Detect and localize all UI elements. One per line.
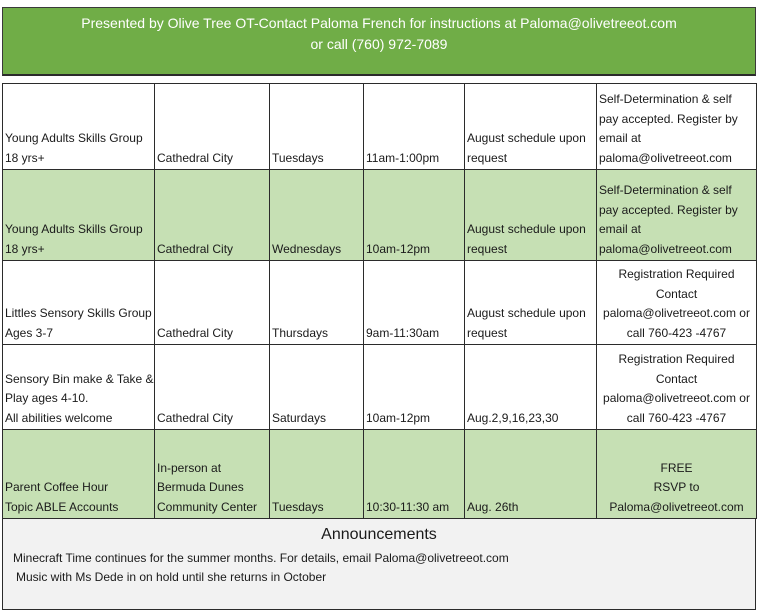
notes-line: pay accepted. Register by — [599, 111, 738, 126]
table-row — [3, 345, 757, 430]
location-cell — [155, 261, 270, 345]
notes-line: Self-Determination & self — [599, 183, 732, 197]
time-cell: 10am-12pm — [364, 345, 465, 430]
group-line: 18 yrs+ — [5, 241, 45, 256]
group-line: Parent Coffee Hour — [5, 480, 109, 494]
location-cell — [155, 170, 270, 261]
notes-line: FREE — [660, 460, 693, 475]
location-cell — [155, 430, 270, 519]
notes-line: RSVP to — [653, 480, 700, 494]
group-line: Ages 3-7 — [5, 325, 54, 340]
location-line: Community Center — [157, 499, 258, 514]
schedule-line: August schedule upon — [467, 306, 586, 320]
notes-line: paloma@olivetreeot.com — [599, 150, 732, 165]
group-line: Topic ABLE Accounts — [5, 499, 119, 514]
location-cell — [155, 84, 270, 170]
schedule-table — [2, 83, 757, 519]
notes-cell — [597, 345, 757, 430]
time-cell: 11am-1:00pm — [364, 84, 465, 170]
location-line: Cathedral City — [157, 150, 234, 165]
table-row — [3, 170, 757, 261]
time-cell: 10:30-11:30 am — [364, 430, 465, 519]
notes-line: call 760-423 -4767 — [626, 325, 727, 340]
notes-line: paloma@olivetreeot.com or — [603, 391, 750, 405]
notes-line: pay accepted. Register by — [599, 202, 738, 217]
table-row — [3, 430, 757, 519]
notes-line: Registration Required — [618, 352, 735, 366]
schedule-line: Aug.2,9,16,23,30 — [467, 410, 559, 425]
group-line: Young Adults Skills Group — [5, 131, 143, 145]
day-cell: Saturdays — [270, 345, 364, 430]
announcements-title: Announcements — [321, 526, 437, 543]
notes-cell — [597, 261, 757, 345]
location-line: Cathedral City — [157, 241, 234, 256]
notes-cell — [597, 430, 757, 519]
notes-line: paloma@olivetreeot.com — [599, 241, 732, 256]
notes-line: email at — [599, 222, 642, 236]
day-cell: Tuesdays — [270, 84, 364, 170]
location-line: In-person at — [157, 460, 222, 475]
schedule-cell — [465, 84, 597, 170]
notes-line: Registration Required — [618, 267, 735, 281]
schedule-line: Aug. 26th — [467, 499, 519, 514]
header-line-1: Presented by Olive Tree OT-Contact Paloma French for instructions at Paloma@olivetreeot.com — [81, 15, 677, 31]
schedule-line: request — [467, 241, 508, 256]
schedule-cell — [465, 430, 597, 519]
header-banner — [2, 7, 756, 76]
schedule-cell — [465, 345, 597, 430]
group-cell — [3, 345, 155, 430]
notes-line: Paloma@olivetreeot.com — [609, 499, 744, 514]
schedule-body — [3, 84, 757, 519]
notes-line: email at — [599, 131, 642, 145]
notes-line: Contact — [655, 371, 698, 386]
notes-cell — [597, 84, 757, 170]
notes-line: Self-Determination & self — [599, 92, 732, 106]
group-line: Play ages 4-10. — [5, 391, 89, 405]
location-line: Cathedral City — [157, 410, 234, 425]
group-line: 18 yrs+ — [5, 150, 45, 165]
notes-cell — [597, 170, 757, 261]
group-cell — [3, 261, 155, 345]
schedule-cell — [465, 170, 597, 261]
announcement-item: Minecraft Time continues for the summer months. For details, email Paloma@olivetreeot.com — [13, 551, 509, 565]
day-cell: Thursdays — [270, 261, 364, 345]
notes-line: paloma@olivetreeot.com or — [603, 306, 750, 320]
header-line-2: or call (760) 972-7089 — [310, 36, 448, 52]
group-cell — [3, 430, 155, 519]
time-cell: 9am-11:30am — [364, 261, 465, 345]
schedule-line: August schedule upon — [467, 222, 586, 236]
location-cell — [155, 345, 270, 430]
group-cell — [3, 84, 155, 170]
table-row — [3, 261, 757, 345]
group-line: All abilities welcome — [5, 410, 113, 425]
location-line: Bermuda Dunes — [157, 480, 244, 494]
notes-line: call 760-423 -4767 — [626, 410, 727, 425]
group-line: Young Adults Skills Group — [5, 222, 143, 236]
time-cell: 10am-12pm — [364, 170, 465, 261]
location-line: Cathedral City — [157, 325, 234, 340]
schedule-line: August schedule upon — [467, 131, 586, 145]
schedule-line: request — [467, 325, 508, 340]
group-line: Sensory Bin make & Take & — [5, 371, 154, 386]
schedule-line: request — [467, 150, 508, 165]
day-cell: Wednesdays — [270, 170, 364, 261]
table-row — [3, 84, 757, 170]
notes-line: Contact — [655, 286, 698, 301]
announcement-item: Music with Ms Dede in on hold until she returns in October — [16, 570, 327, 584]
day-cell: Tuesdays — [270, 430, 364, 519]
schedule-cell — [465, 261, 597, 345]
group-line: Littles Sensory Skills Group — [5, 306, 152, 320]
announcements-box — [2, 518, 756, 610]
group-cell — [3, 170, 155, 261]
